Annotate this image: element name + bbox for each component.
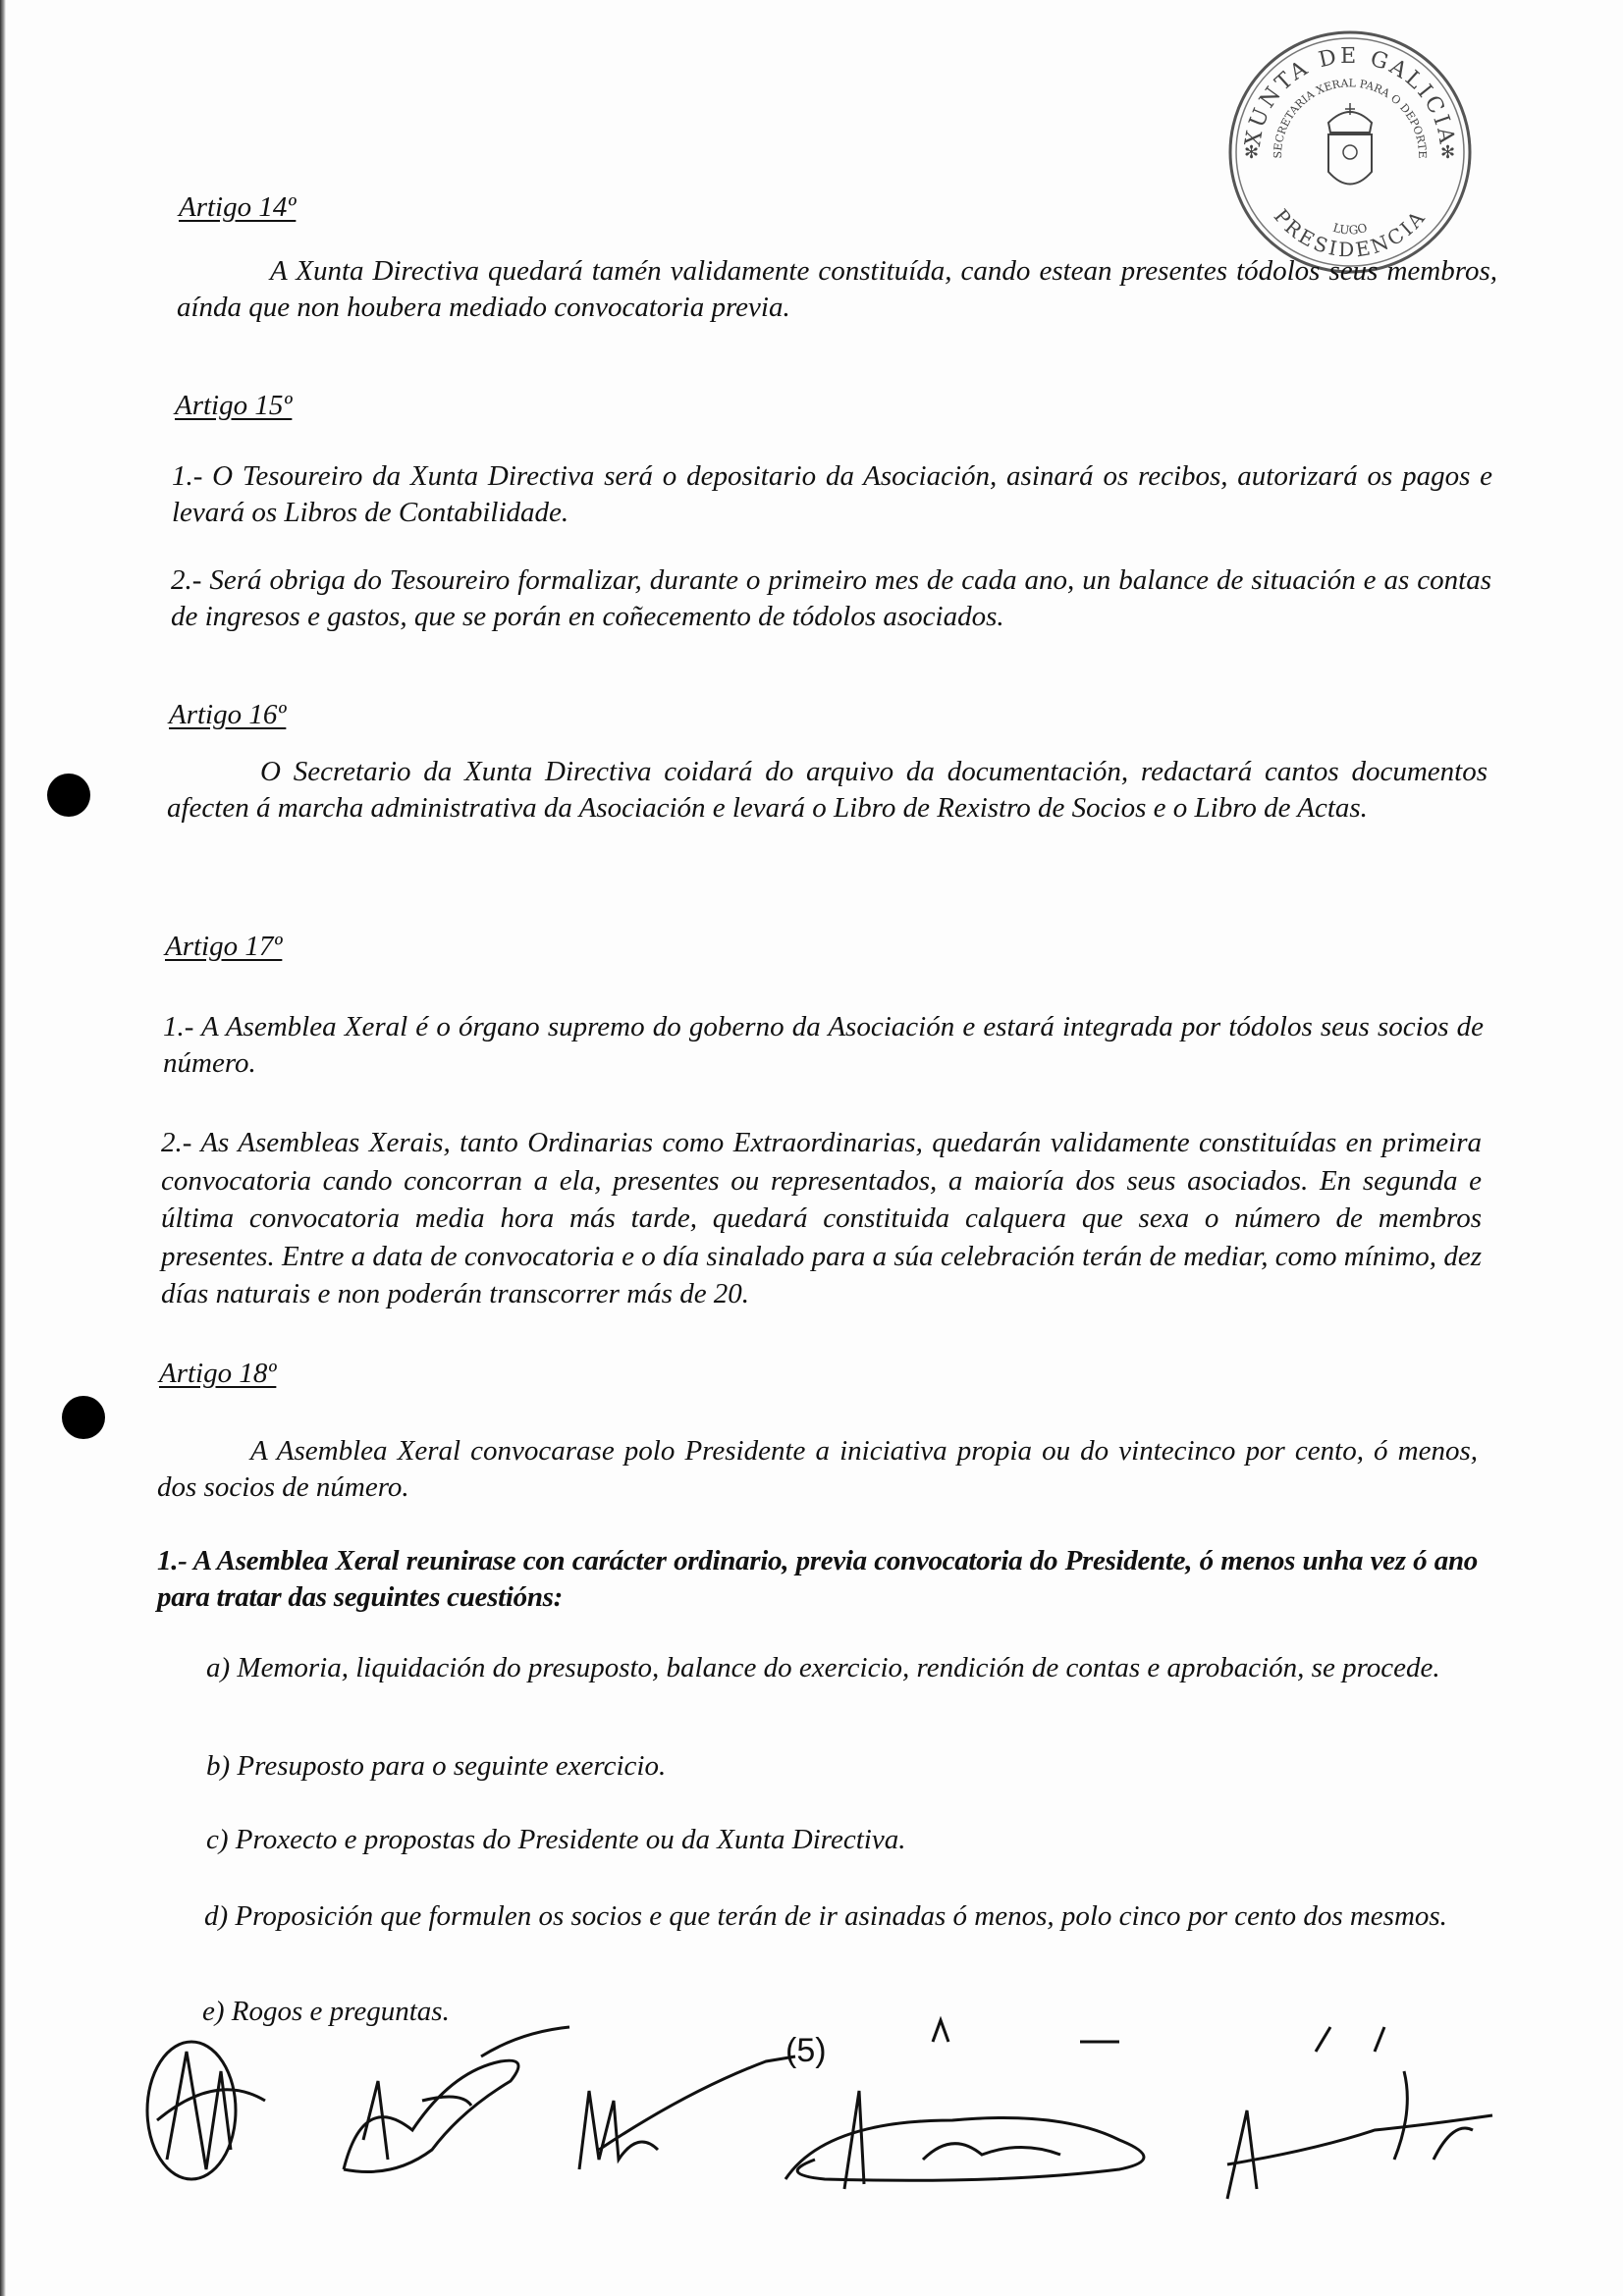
article-18-heading: Artigo 18º (159, 1358, 277, 1389)
article-16-heading: Artigo 16º (169, 699, 287, 730)
page-number-mark: (5) (785, 2032, 827, 2069)
agenda-item-a: a) Memoria, liquidación do presuposto, balance do exercicio, rendición de contas e aprobación, se procede. (206, 1652, 1440, 1683)
article-15-heading: Artigo 15º (175, 390, 293, 421)
article-14-text: A Xunta Directiva quedará tamén validamente constituída, cando estean presentes tódolos seus membros, aínda que non houbera mediado convocatoria previa. (177, 255, 1497, 323)
signatures (137, 2012, 1532, 2268)
svg-text:PRESIDENCIA: PRESIDENCIA (1269, 204, 1432, 262)
svg-text:SECRETARIA XERAL PARA O DEPORT: SECRETARIA XERAL PARA O DEPORTE (1271, 77, 1430, 159)
article-17-p1: 1.- A Asemblea Xeral é o órgano supremo do goberno da Asociación e estará integrada por tódolos seus socios de número. (163, 1011, 1484, 1079)
svg-text:LUGO: LUGO (1331, 220, 1369, 238)
signature-3 (579, 2056, 795, 2169)
signature-4 (785, 2091, 1144, 2189)
article-17-heading: Artigo 17º (165, 931, 283, 962)
svg-text:XUNTA DE GALICIA: XUNTA DE GALICIA (1240, 43, 1460, 148)
agenda-item-c: c) Proxecto e propostas do Presidente ou da Xunta Directiva. (206, 1824, 906, 1855)
signature-5 (933, 2020, 1492, 2199)
agenda-item-b: b) Presuposto para o seguinte exercicio. (206, 1750, 667, 1782)
agenda-item-e: e) Rogos e preguntas. (202, 1996, 450, 2027)
article-18-p1: 1.- A Asemblea Xeral reunirase con carácter ordinario, previa convocatoria do Presidente, ó menos unha vez ó ano para tratar das seguintes cuestións: (157, 1545, 1478, 1613)
punch-hole (47, 774, 90, 817)
article-15-p1: 1.- O Tesoureiro da Xunta Directiva será o depositario da Asociación, asinará os recibos, autorizará os pagos e levará os Libros de Contabilidade. (172, 460, 1492, 528)
article-18-text: A Asemblea Xeral convocarase polo Presidente a iniciativa propia ou do vintecinco por cento, ó menos, dos socios de número. (157, 1435, 1478, 1503)
signature-2 (344, 2027, 569, 2172)
article-14-heading: Artigo 14º (179, 191, 297, 223)
signature-1 (147, 2042, 265, 2179)
agenda-item-d: d) Proposición que formulen os socios e que terán de ir asinadas ó menos, polo cinco por cento dos mesmos. (204, 1900, 1447, 1932)
svg-text:✻: ✻ (1440, 142, 1456, 162)
article-15-p2: 2.- Será obriga do Tesoureiro formalizar, durante o primeiro mes de cada ano, un balance de situación e as contas de ingresos e gastos, que se porán en coñecemento de tódolos asociados. (171, 564, 1491, 632)
official-stamp (1222, 25, 1478, 280)
article-17-p2: 2.- As Asembleas Xerais, tanto Ordinarias como Extraordinarias, quedarán validamente constituídas en primeira convocatoria cando concorran a ela, presentes ou representados, a maioría dos seus asociados. En segunda e última convocatoria media hora más tarde, quedará constituida calquera que sexa o número de membros presentes. Entre a data de convocatoria e o día sinalado para a súa celebración terán de mediar, como mínimo, dez días naturais e non poderán transcorrer más de 20. (161, 1127, 1482, 1309)
article-16-text: O Secretario da Xunta Directiva coidará do arquivo da documentación, redactará cantos documentos afecten á marcha administrativa da Asociación e levará o Libro de Rexistro de Socios e o Libro de Actas. (167, 756, 1488, 824)
scan-edge (0, 0, 6, 2296)
punch-hole (62, 1396, 105, 1439)
svg-text:✻: ✻ (1244, 142, 1260, 162)
